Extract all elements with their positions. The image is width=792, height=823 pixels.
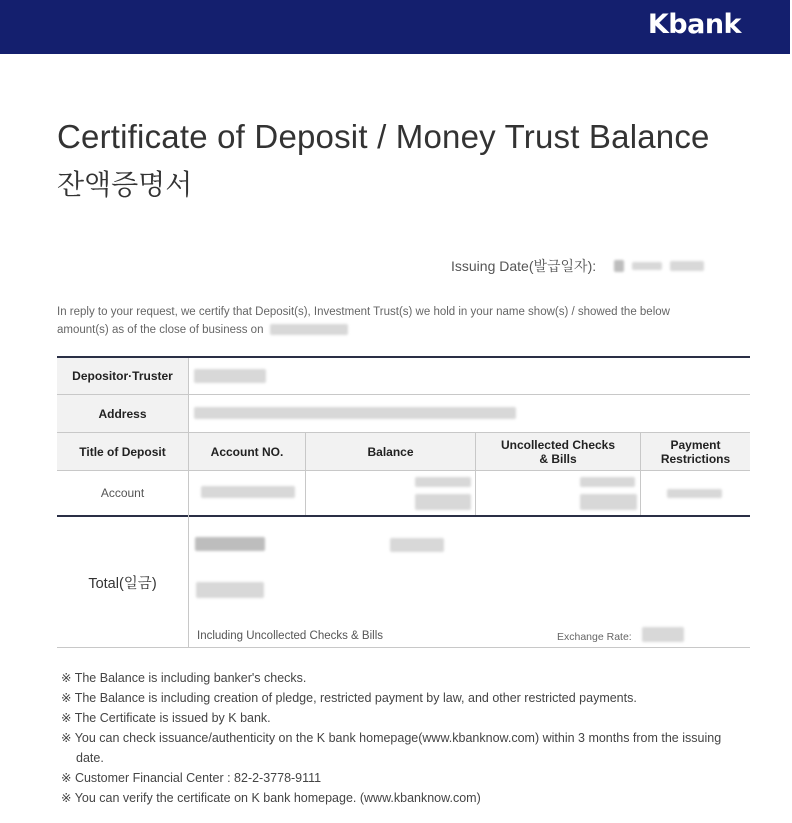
issuing-date-label: Issuing Date(발급일자): <box>451 258 597 274</box>
issuing-date-row <box>451 256 704 276</box>
redacted-payment-restrictions <box>667 489 722 498</box>
table-bottom-border <box>57 647 750 648</box>
total-label: Total(일금) <box>88 575 157 592</box>
redacted-total-korean <box>196 582 264 598</box>
redacted-date-part <box>632 262 662 270</box>
col-balance: Balance <box>306 433 475 470</box>
redacted-business-date <box>270 324 348 335</box>
address-label: Address <box>57 395 188 432</box>
table-vline <box>305 433 306 515</box>
col-payment-restrictions: Payment Restrictions <box>641 433 750 470</box>
redacted-depositor-name <box>194 369 266 383</box>
col-uncollected: Uncollected Checks & Bills <box>476 433 640 470</box>
header-bar <box>0 0 790 54</box>
notes-list <box>61 668 751 808</box>
redacted-date-part <box>614 260 624 272</box>
col-title-of-deposit: Title of Deposit <box>57 433 188 470</box>
page-title-korean: 잔액증명서 <box>57 168 193 201</box>
note-item: ※ The Balance is including creation of pledge, restricted payment by law, and other restricted payments. <box>61 691 637 705</box>
table-vline <box>475 433 476 515</box>
redacted-total-amount <box>390 538 444 552</box>
table-vline <box>640 433 641 515</box>
intro-text: In reply to your request, we certify that Deposit(s), Investment Trust(s) we hold in your name show(s) / showed the below amount(s) as of the close of business on <box>57 306 670 336</box>
redacted-exchange-rate <box>642 627 684 642</box>
col-account-no: Account NO. <box>189 433 305 470</box>
redacted-uncollected <box>580 494 637 510</box>
redacted-address <box>194 407 516 419</box>
note-item: ※ You can verify the certificate on K bank homepage. (www.kbanknow.com) <box>61 791 481 805</box>
exchange-rate-label: Exchange Rate: <box>557 631 632 643</box>
note-item: ※ Customer Financial Center : 82-2-3778-9111 <box>61 771 322 785</box>
depositor-label: Depositor·Truster <box>57 358 188 394</box>
redacted-total-amount <box>195 537 265 551</box>
redacted-date-part <box>670 261 704 271</box>
row-label-account: Account <box>100 486 145 500</box>
page-title: Certificate of Deposit / Money Trust Balance <box>57 118 710 155</box>
redacted-balance <box>415 477 471 487</box>
including-uncollected-text: Including Uncollected Checks & Bills <box>197 630 384 642</box>
redacted-uncollected <box>580 477 635 487</box>
intro-paragraph <box>57 303 717 339</box>
kbank-logo: Kbank <box>647 9 741 40</box>
redacted-balance <box>415 494 471 510</box>
redacted-account-no <box>201 486 295 498</box>
table-vline <box>188 358 189 647</box>
note-item: ※ The Balance is including banker's checks. <box>61 671 307 685</box>
note-item: ※ You can check issuance/authenticity on the K bank homepage(www.kbanknow.com) within 3 months from the issuing date. <box>61 731 722 765</box>
note-item: ※ The Certificate is issued by K bank. <box>61 711 271 725</box>
